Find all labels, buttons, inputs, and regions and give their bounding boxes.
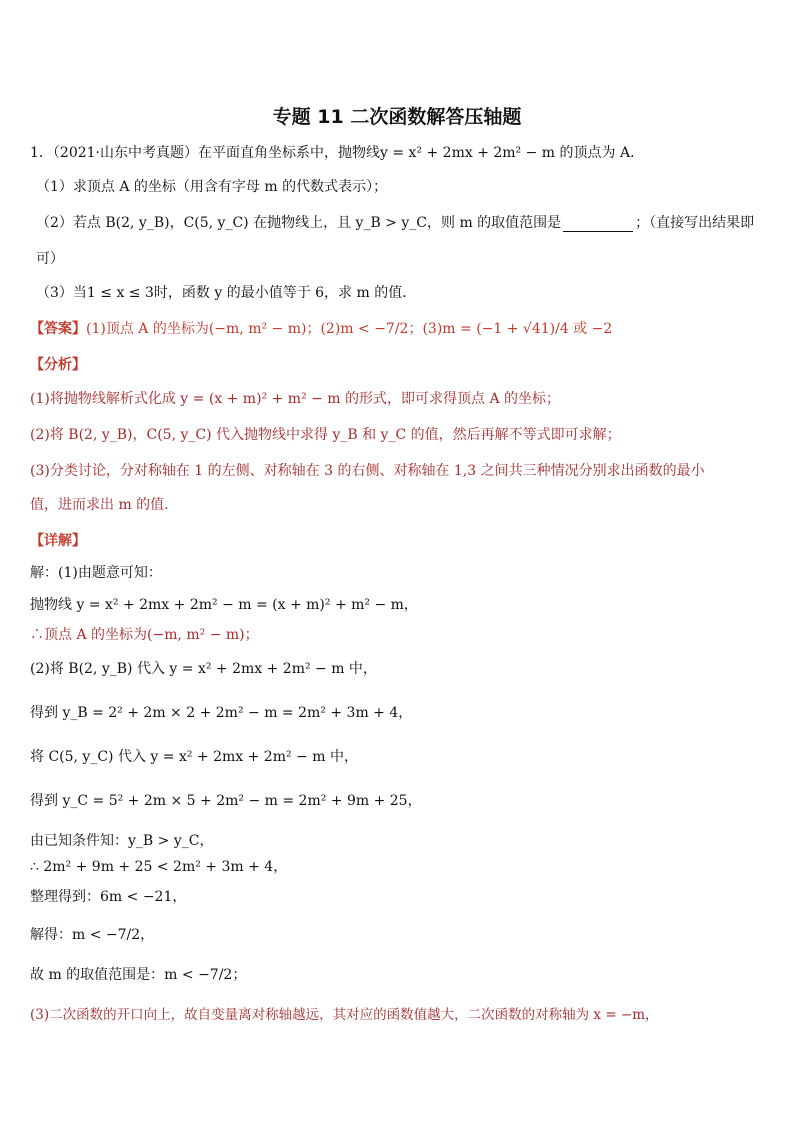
question-part2-wrap: 可） (36, 251, 64, 267)
detail-line-4: (2)将 B(2, y_B) 代入 y = x² + 2mx + 2m² − m 中， (30, 661, 377, 677)
detail-tag: 【详解】 (30, 533, 86, 549)
page-title: 专题 11 二次函数解答压轴题 (272, 106, 522, 128)
answer-tag: 【答案】 (30, 321, 86, 337)
detail-line-13: (3)二次函数的开口向上，故自变量离对称轴越远，其对应的函数值越大，二次函数的对称轴为 x = −m， (30, 1007, 659, 1023)
question-part3: （3）当1 ≤ x ≤ 3时，函数 y 的最小值等于 6，求 m 的值． (36, 285, 417, 301)
detail-line-10: 整理得到：6m < −21， (30, 889, 187, 905)
analysis-p1: (1)将抛物线解析式化成 y = (x + m)² + m² − m 的形式，即可求得顶点 A 的坐标； (30, 391, 561, 407)
answer-block (30, 320, 612, 338)
answer-text: (1)顶点 A 的坐标为(−m, m² − m)；(2)m < −7/2；(3)m = (−1 + √41)/4 或 −2 (86, 321, 613, 337)
analysis-p3a: (3)分类讨论，分对称轴在 1 的左侧、对称轴在 3 的右侧、对称轴在 1,3 之间共三种情况分别求出函数的最小 (30, 463, 705, 479)
question-part1: （1）求顶点 A 的坐标（用含有字母 m 的代数式表示）； (36, 179, 388, 195)
analysis-p2: (2)将 B(2, y_B)，C(5, y_C) 代入抛物线中求得 y_B 和 y_C 的值，然后再解不等式即可求解； (30, 427, 621, 443)
detail-line-6: 将 C(5, y_C) 代入 y = x² + 2mx + 2m² − m 中， (30, 749, 358, 765)
question-part2-end: ；（直接写出结果即 (635, 215, 755, 231)
answer-blank (563, 217, 633, 232)
analysis-tag: 【分析】 (30, 357, 86, 373)
question-part2-text: （2）若点 B(2, y_B)，C(5, y_C) 在抛物线上，且 y_B > y_C，则 m 的取值范围是 (36, 215, 562, 231)
question-part2 (36, 214, 754, 232)
detail-line-8: 由已知条件知：y_B > y_C， (30, 833, 214, 849)
detail-line-7: 得到 y_C = 5² + 2m × 5 + 2m² − m = 2m² + 9m + 25， (30, 793, 422, 809)
detail-line-2: 抛物线 y = x² + 2mx + 2m² − m = (x + m)² + m² − m， (30, 597, 418, 613)
question-stem: 1．（2021·山东中考真题）在平面直角坐标系中，抛物线y = x² + 2mx + 2m² − m 的顶点为 A． (30, 145, 645, 161)
detail-line-12: 故 m 的取值范围是：m < −7/2； (30, 967, 247, 983)
detail-line-3: ∴顶点 A 的坐标为(−m, m² − m)； (30, 627, 259, 643)
detail-line-1: 解：(1)由题意可知： (30, 565, 162, 581)
detail-line-9: ∴ 2m² + 9m + 25 < 2m² + 3m + 4， (30, 859, 288, 875)
detail-line-11: 解得：m < −7/2， (30, 927, 155, 943)
analysis-p3b: 值，进而求出 m 的值． (30, 497, 179, 513)
detail-line-5: 得到 y_B = 2² + 2m × 2 + 2m² − m = 2m² + 3m + 4， (30, 705, 413, 721)
